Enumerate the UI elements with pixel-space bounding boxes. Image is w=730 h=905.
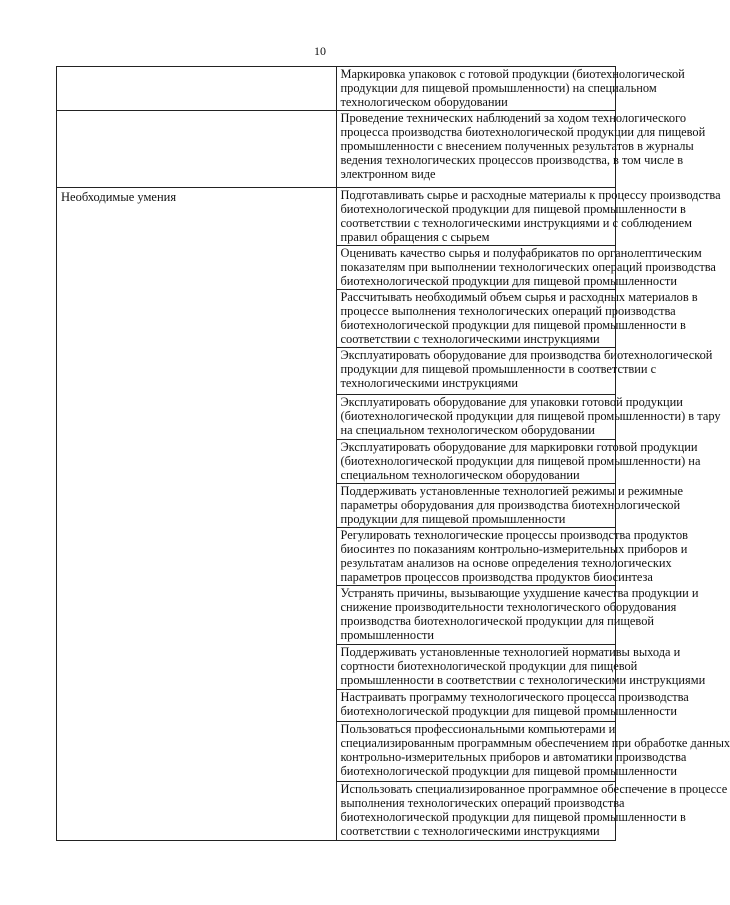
text-cell (336, 188, 721, 246)
text-cell (336, 246, 716, 290)
text-cell (336, 690, 689, 722)
text-line: технологическом оборудовании (340, 95, 508, 109)
text-line: (биотехнологической продукции для пищевой промышленности) на (340, 454, 701, 468)
text-line: Эксплуатировать оборудование для маркировки готовой продукции (340, 440, 698, 454)
text-cell (336, 395, 721, 440)
text-cell (336, 586, 699, 645)
text-line: процесса производства биотехнологической продукции для пищевой (340, 125, 706, 139)
text-line: специализированным программным обеспечением при обработке данных (340, 736, 730, 750)
skills-label: Необходимые умения (57, 188, 337, 841)
text-line: Маркировка упаковок с готовой продукции (биотехнологической (340, 67, 685, 81)
text-cell (336, 440, 701, 484)
text-cell (336, 782, 728, 841)
text-line: контрольно-измерительных приборов и автоматики производства (340, 750, 687, 764)
text-line: промышленности с внесением полученных результатов в журналы (340, 139, 694, 153)
text-line: Пользоваться профессиональными компьютерами и (340, 722, 616, 736)
text-line: Устранять причины, вызывающие ухудшение качества продукции и (340, 586, 699, 600)
text-line: продукции для пищевой промышленности (340, 512, 566, 526)
text-line: показателям при выполнении технологических операций производства (340, 260, 716, 274)
text-line: промышленности (340, 628, 434, 642)
text-line: на специальном технологическом оборудовании (340, 423, 595, 437)
text-line: правил обращения с сырьем (340, 230, 490, 244)
text-cell (336, 645, 706, 690)
text-cell (336, 290, 698, 348)
text-line: параметры оборудования для производства биотехнологической (340, 498, 681, 512)
text-line: Поддерживать установленные технологией режимы и режимные (340, 484, 683, 498)
text-line: соответствии с технологическими инструкциями и с соблюдением (340, 216, 693, 230)
text-line: технологическими инструкциями (340, 376, 518, 390)
text-line: специальном технологическом оборудовании (340, 468, 580, 482)
text-line: ведения технологических процессов производства, в том числе в (340, 153, 684, 167)
text-line: снижение производительности технологического оборудования (340, 600, 677, 614)
text-line: Эксплуатировать оборудование для производства биотехнологической (340, 348, 713, 362)
text-line: соответствии с технологическими инструкциями (340, 824, 600, 838)
text-cell (336, 348, 713, 395)
text-line: биотехнологической продукции для пищевой промышленности (340, 274, 677, 288)
text-line: промышленности в соответствии с технологическими инструкциями (340, 673, 706, 687)
text-line: Проведение технических наблюдений за ходом технологического (340, 111, 687, 125)
table-row (57, 67, 616, 111)
page-number: 10 (314, 44, 326, 58)
competency-table (56, 66, 730, 841)
text-line: электронном виде (340, 167, 436, 181)
text-line: Настраивать программу технологического процесса производства (340, 690, 689, 704)
text-line: Использовать специализированное программное обеспечение в процессе (340, 782, 728, 796)
text-line: процессе выполнения технологических операций производства (340, 304, 676, 318)
text-line: биотехнологической продукции для пищевой промышленности (340, 704, 677, 718)
text-line: выполнения технологических операций производства (340, 796, 625, 810)
text-line: (биотехнологической продукции для пищевой промышленности) в тару (340, 409, 721, 423)
table-row (57, 111, 616, 188)
text-line: биотехнологической продукции для пищевой промышленности в (340, 202, 686, 216)
text-cell (336, 484, 683, 528)
text-line: Поддерживать установленные технологией нормативы выхода и (340, 645, 681, 659)
text-line: биотехнологической продукции для пищевой промышленности в (340, 318, 686, 332)
text-line: продукции для пищевой промышленности в соответствии с (340, 362, 657, 376)
text-line: продукции для пищевой промышленности) на специальном (340, 81, 657, 95)
text-line: Рассчитывать необходимый объем сырья и расходных материалов в (340, 290, 698, 304)
label-cell-empty (57, 67, 337, 111)
table-row (57, 188, 616, 246)
text-line: биотехнологической продукции для пищевой промышленности в (340, 810, 686, 824)
text-line: сортности биотехнологической продукции для пищевой (340, 659, 638, 673)
text-line: Эксплуатировать оборудование для упаковки готовой продукции (340, 395, 683, 409)
text-cell (336, 528, 689, 586)
text-line: результатам анализов на основе определения технологических (340, 556, 672, 570)
text-cell (336, 67, 685, 111)
text-line: биосинтез по показаниям контрольно-измерительных приборов и (340, 542, 688, 556)
text-line: Оценивать качество сырья и полуфабрикатов по органолептическим (340, 246, 702, 260)
text-cell (336, 111, 706, 188)
text-line: соответствии с технологическими инструкциями (340, 332, 600, 346)
text-line: биотехнологической продукции для пищевой промышленности (340, 764, 677, 778)
text-line: Регулировать технологические процессы производства продуктов (340, 528, 689, 542)
label-cell-empty (57, 111, 337, 188)
text-cell (336, 722, 730, 782)
text-line: параметров процессов производства продуктов биосинтеза (340, 570, 653, 584)
text-line: производства биотехнологической продукции для пищевой (340, 614, 655, 628)
text-line: Подготавливать сырье и расходные материалы к процессу производства (340, 188, 721, 202)
